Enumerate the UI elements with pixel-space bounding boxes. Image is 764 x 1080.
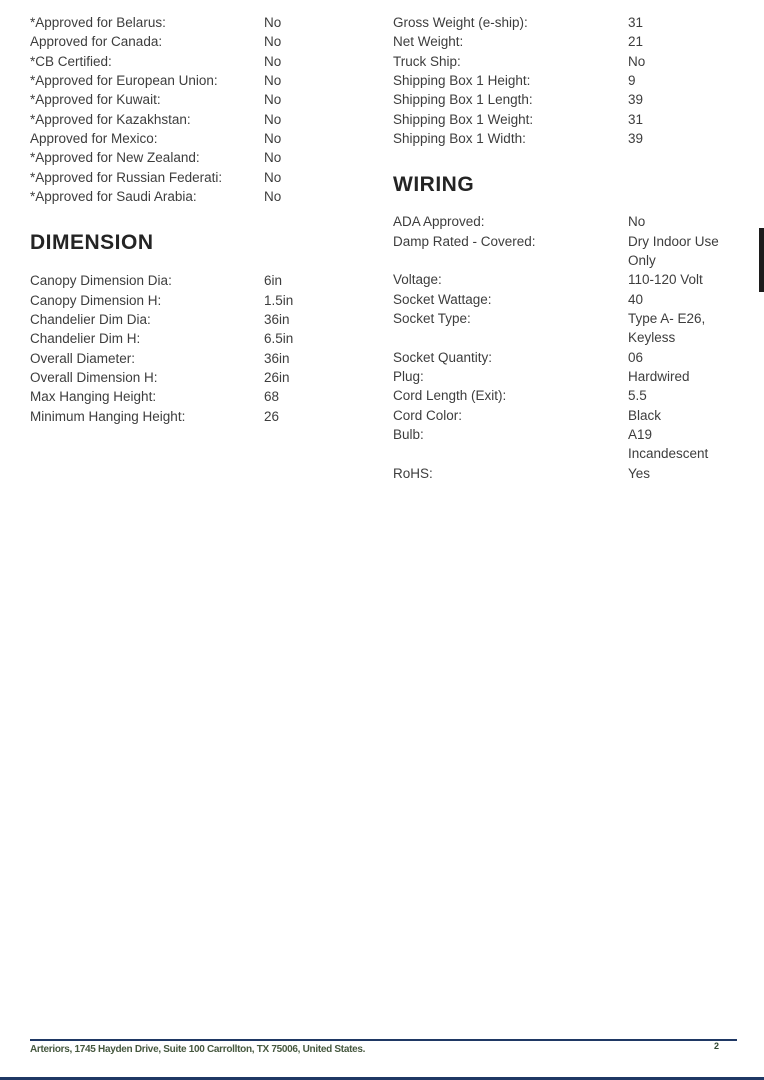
- spec-value: 21: [628, 34, 644, 50]
- spec-row: [30, 291, 382, 310]
- spec-row: [30, 168, 382, 187]
- spec-row: [393, 129, 740, 148]
- spec-value: Yes: [628, 465, 651, 481]
- spec-row: [30, 187, 382, 206]
- spec-row: [30, 329, 382, 348]
- spec-label: Bulb:: [393, 426, 424, 442]
- spec-row: [393, 406, 740, 425]
- spec-value: No: [628, 53, 646, 69]
- spec-row: [30, 310, 382, 329]
- spec-value: 26: [264, 408, 280, 424]
- spec-value: 36in: [264, 350, 290, 366]
- spec-row: [30, 271, 382, 290]
- spec-label: *Approved for Kazakhstan:: [30, 111, 191, 127]
- spec-row: [393, 309, 740, 348]
- spec-label: Socket Type:: [393, 310, 471, 326]
- spec-value: No: [264, 111, 282, 127]
- spec-label: Cord Length (Exit):: [393, 388, 507, 404]
- spec-row: [30, 349, 382, 368]
- footer-rule: [30, 1039, 737, 1041]
- spec-row: [393, 367, 740, 386]
- spec-value: Type A- E26, Keyless: [628, 310, 706, 346]
- dimension-heading: DIMENSION: [30, 231, 154, 255]
- spec-value: 6in: [264, 273, 283, 289]
- spec-value: No: [264, 53, 282, 69]
- spec-row: [30, 110, 382, 129]
- spec-row: [393, 386, 740, 405]
- spec-row: [393, 90, 740, 109]
- spec-row: [30, 387, 382, 406]
- spec-row: [30, 13, 382, 32]
- spec-value: 31: [628, 15, 644, 30]
- spec-value: 31: [628, 111, 644, 127]
- spec-label: *Approved for Russian Federati:: [30, 169, 223, 185]
- spec-value: 68: [264, 389, 280, 405]
- spec-value: No: [264, 15, 282, 30]
- spec-row: [30, 90, 382, 109]
- spec-row: [393, 212, 740, 231]
- spec-value: Hardwired: [628, 368, 690, 384]
- spec-value: No: [264, 34, 282, 50]
- spec-value: No: [628, 214, 646, 230]
- spec-value: 36in: [264, 311, 290, 327]
- spec-row: [30, 52, 382, 71]
- spec-row: [393, 270, 740, 289]
- spec-value: 5.5: [628, 388, 647, 404]
- spec-row: [393, 425, 740, 464]
- dimension-list: [30, 271, 382, 426]
- spec-row: [30, 129, 382, 148]
- spec-label: Damp Rated - Covered:: [393, 233, 536, 249]
- spec-value: No: [264, 72, 282, 88]
- footer-address: Arteriors, 1745 Hayden Drive, Suite 100 Carrollton, TX 75006, United States.: [30, 1044, 366, 1055]
- spec-label: Gross Weight (e-ship):: [393, 15, 528, 30]
- spec-row: [30, 407, 382, 426]
- wiring-list: [393, 212, 740, 483]
- spec-value: 06: [628, 349, 644, 365]
- spec-label: *Approved for New Zealand:: [30, 150, 200, 166]
- spec-label: Voltage:: [393, 272, 442, 288]
- spec-label: Chandelier Dim H:: [30, 331, 141, 347]
- spec-label: Minimum Hanging Height:: [30, 408, 186, 424]
- spec-value: No: [264, 169, 282, 185]
- spec-label: Shipping Box 1 Height:: [393, 72, 531, 88]
- spec-row: [30, 71, 382, 90]
- spec-label: Shipping Box 1 Width:: [393, 130, 526, 146]
- spec-label: Approved for Canada:: [30, 34, 163, 50]
- spec-row: [393, 32, 740, 51]
- spec-label: *Approved for Belarus:: [30, 15, 166, 30]
- spec-value: 39: [628, 92, 644, 108]
- spec-label: Canopy Dimension Dia:: [30, 273, 172, 289]
- spec-value: 1.5in: [264, 292, 294, 308]
- spec-value: 110-120 Volt: [628, 272, 703, 288]
- spec-value: Black: [628, 407, 662, 423]
- spec-label: *Approved for European Union:: [30, 72, 218, 88]
- spec-label: RoHS:: [393, 465, 433, 481]
- spec-value: 26in: [264, 369, 290, 385]
- spec-label: Approved for Mexico:: [30, 130, 158, 146]
- spec-label: *Approved for Kuwait:: [30, 92, 161, 108]
- spec-value: No: [264, 150, 282, 166]
- spec-row: [393, 464, 740, 483]
- spec-label: Shipping Box 1 Weight:: [393, 111, 534, 127]
- spec-row: [393, 71, 740, 90]
- spec-label: Overall Diameter:: [30, 350, 136, 366]
- spec-row: [393, 290, 740, 309]
- spec-label: *CB Certified:: [30, 53, 112, 69]
- spec-value: A19 Incandescent: [628, 426, 709, 462]
- spec-row: [393, 13, 740, 32]
- spec-label: *Approved for Saudi Arabia:: [30, 188, 197, 204]
- spec-row: [30, 148, 382, 167]
- spec-value: Dry Indoor Use Only: [628, 233, 719, 268]
- spec-row: [30, 32, 382, 51]
- left-column: [30, 0, 382, 426]
- spec-row: [393, 110, 740, 129]
- spec-row: [393, 348, 740, 367]
- spec-label: Net Weight:: [393, 34, 464, 50]
- spec-label: ADA Approved:: [393, 214, 485, 230]
- spec-value: No: [264, 92, 282, 108]
- spec-label: Overall Dimension H:: [30, 369, 158, 385]
- spec-label: Socket Quantity:: [393, 349, 493, 365]
- spec-label: Truck Ship:: [393, 53, 461, 69]
- spec-label: Canopy Dimension H:: [30, 292, 162, 308]
- spec-row: [393, 52, 740, 71]
- spec-label: Chandelier Dim Dia:: [30, 311, 151, 327]
- spec-value: 40: [628, 291, 644, 307]
- spec-label: Shipping Box 1 Length:: [393, 92, 533, 108]
- spec-label: Plug:: [393, 368, 424, 384]
- right-column: [393, 0, 740, 483]
- spec-value: No: [264, 130, 282, 146]
- spec-value: No: [264, 188, 282, 204]
- spec-label: Socket Wattage:: [393, 291, 492, 307]
- spec-label: Max Hanging Height:: [30, 389, 157, 405]
- shipping-list: [393, 13, 740, 148]
- spec-value: 6.5in: [264, 331, 294, 347]
- wiring-heading: WIRING: [393, 173, 475, 197]
- spec-label: Cord Color:: [393, 407, 463, 423]
- page-number: 2: [714, 1041, 720, 1051]
- approvals-list: [30, 13, 382, 206]
- spec-value: 9: [628, 72, 636, 88]
- scrollbar-thumb[interactable]: [759, 228, 764, 292]
- spec-row: [393, 232, 740, 271]
- spec-value: 39: [628, 130, 644, 146]
- spec-row: [30, 368, 382, 387]
